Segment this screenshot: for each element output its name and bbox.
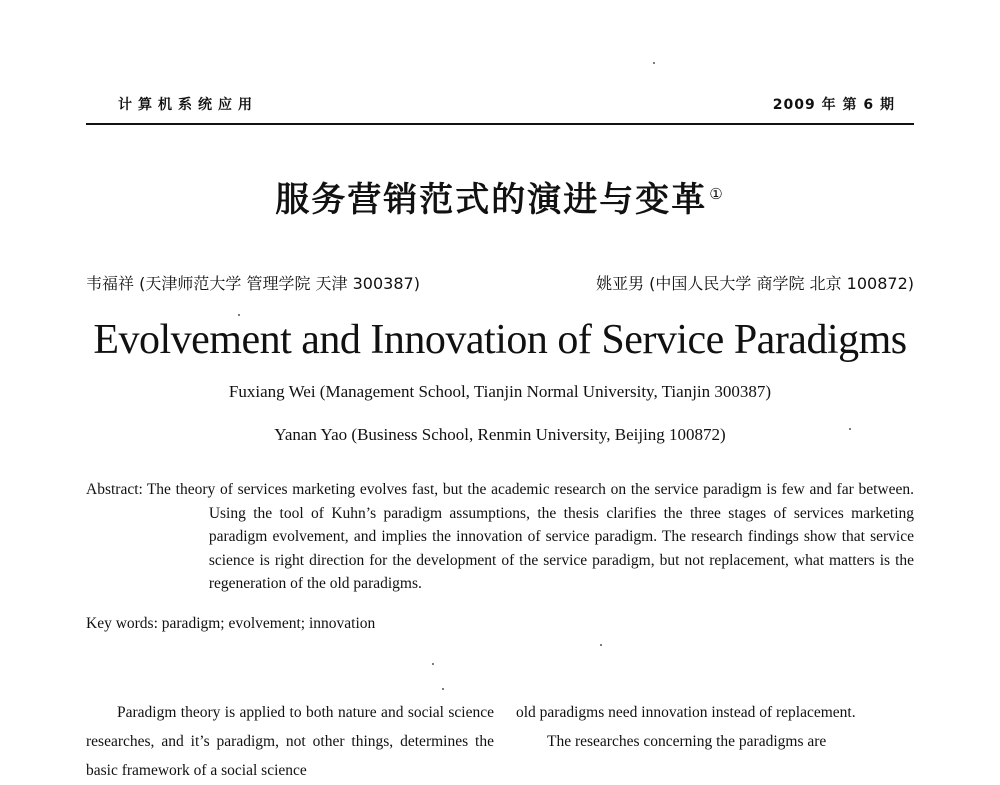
header-rule [86, 123, 914, 125]
english-affiliation-2: Yanan Yao (Business School, Renmin University, Beijing 100872) [274, 425, 726, 444]
scan-speck [442, 688, 444, 690]
abstract-label: Abstract: [86, 481, 143, 498]
scan-speck [238, 314, 240, 316]
body-right-column [516, 698, 914, 756]
issue-number: 2009 年 第 6 期 [772, 97, 895, 113]
scan-speck [849, 428, 851, 430]
author-1-name: 韦福祥 [86, 274, 135, 293]
scan-speck [432, 663, 434, 665]
abstract-text: The theory of services marketing evolves fast, but the academic research on the service paradigm is few and far between. Using the tool of Kuhn’s paradigm assumptions, the thesis clarifies the three stages of services marketing paradigm evolvement, and implies the innovation of service paradigm. The research findings show that service science is right direction for the development of the service paradigm, but not replacement, what matters is the regeneration of the old paradigms. [146, 481, 914, 592]
english-title: Evolvement and Innovation of Service Paradigms [93, 317, 907, 363]
author-2-block [596, 271, 914, 294]
chinese-title-text: 服务营销范式的演进与变革 [275, 180, 708, 220]
author-2-name: 姚亚男 [596, 274, 645, 293]
title-footnote-mark: ① [709, 184, 725, 203]
journal-name: 计算机系统应用 [118, 97, 258, 113]
abstract [86, 478, 914, 596]
author-2-affiliation: (中国人民大学 商学院 北京 100872) [649, 274, 914, 293]
scan-speck [600, 644, 602, 646]
abstract-row [86, 478, 914, 596]
running-header [118, 92, 895, 116]
body-paragraph: The researches concerning the paradigms are [547, 733, 827, 750]
author-1-affiliation: (天津师范大学 管理学院 天津 300387) [139, 274, 420, 293]
author-1-block [86, 271, 420, 294]
english-affiliation-1: Fuxiang Wei (Management School, Tianjin Normal University, Tianjin 300387) [228, 382, 772, 401]
chinese-title [0, 172, 1000, 221]
scan-speck [653, 62, 655, 64]
body-paragraph: Paradigm theory is applied to both nature and social science researches, and it’s paradigm, not other things, determines the basic framework of a social science [86, 704, 494, 779]
body-paragraph-continued: old paradigms need innovation instead of replacement. [516, 704, 856, 721]
keywords: Key words: paradigm; evolvement; innovation [86, 615, 376, 632]
chinese-authors-line [86, 271, 914, 294]
body-left-column [86, 698, 494, 785]
